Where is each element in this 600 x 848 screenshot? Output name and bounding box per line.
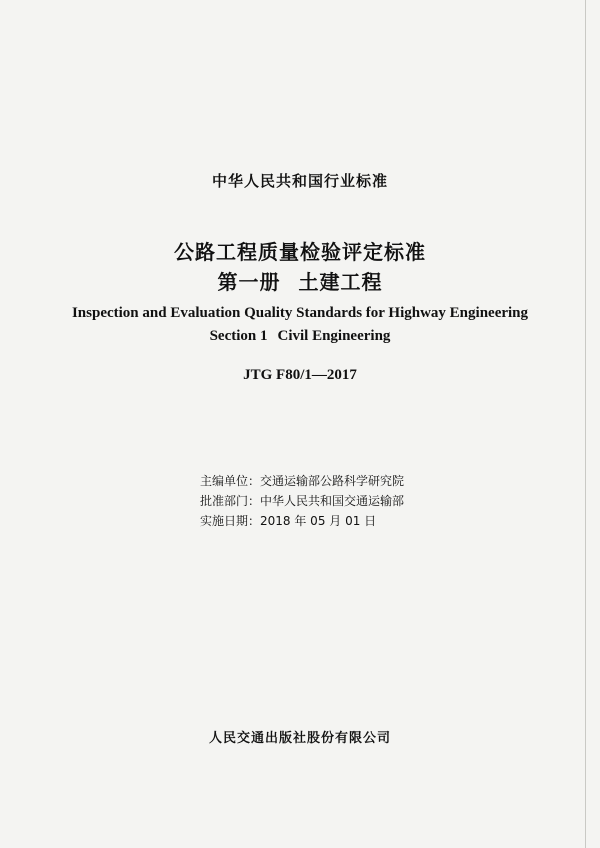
standard-category-header: 中华人民共和国行业标准 bbox=[211, 172, 388, 190]
chinese-title: 公路工程质量检验评定标准 bbox=[174, 240, 426, 264]
meta-label: 主编单位： bbox=[200, 474, 261, 488]
chinese-subtitle-volume: 第一册 bbox=[217, 270, 281, 294]
meta-label: 实施日期： bbox=[200, 514, 261, 528]
meta-approval-dept bbox=[200, 492, 404, 509]
meta-editor-unit bbox=[200, 472, 404, 489]
english-title: Inspection and Evaluation Quality Standards for Highway Engineering bbox=[71, 305, 529, 321]
publisher-name: 人民交通出版社股份有限公司 bbox=[208, 731, 391, 746]
page-edge-line bbox=[585, 0, 586, 848]
meta-value: 中华人民共和国交通运输部 bbox=[260, 494, 405, 508]
meta-label: 批准部门： bbox=[200, 494, 261, 508]
english-subtitle-section: Section 1 bbox=[209, 328, 268, 344]
meta-value: 交通运输部公路科学研究院 bbox=[260, 474, 405, 488]
meta-effective-date bbox=[200, 512, 376, 529]
standard-code: JTG F80/1—2017 bbox=[243, 367, 357, 383]
chinese-subtitle-section: 土建工程 bbox=[298, 270, 383, 294]
meta-value: 2018 年 05 月 01 日 bbox=[260, 514, 377, 528]
english-subtitle-name: Civil Engineering bbox=[277, 328, 391, 344]
english-subtitle bbox=[0, 328, 600, 345]
chinese-subtitle bbox=[0, 266, 600, 295]
